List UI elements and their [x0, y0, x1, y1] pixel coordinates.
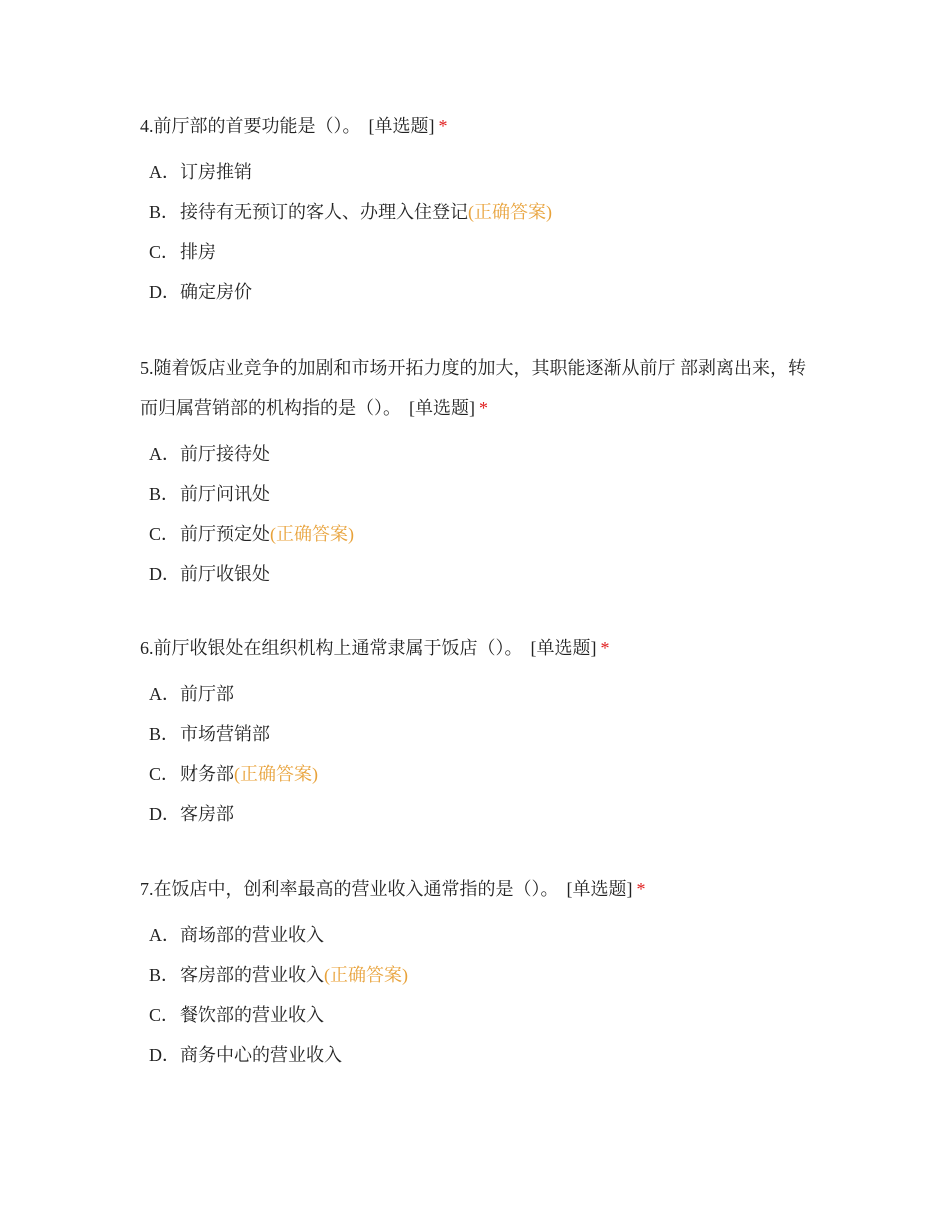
option-letter: A． [149, 162, 180, 182]
question-number: 7. [140, 879, 154, 899]
question-title [140, 348, 820, 428]
option-letter: A． [149, 684, 180, 704]
option-letter: B． [149, 965, 180, 985]
required-star: * [479, 398, 488, 418]
option-letter: A． [149, 925, 180, 945]
question-text: 前厅收银处在组织机构上通常隶属于饭店（）。 [153, 638, 523, 658]
question-number: 4. [140, 116, 154, 136]
correct-answer-mark: (正确答案) [324, 965, 408, 985]
option-text: 前厅问讯处 [180, 484, 270, 504]
option-b[interactable] [140, 474, 820, 514]
question-4 [140, 106, 820, 312]
option-letter: C． [149, 242, 180, 262]
option-d[interactable] [140, 794, 820, 834]
option-text: 财务部 [180, 764, 234, 784]
option-a[interactable] [140, 434, 820, 474]
question-type: [单选题] [566, 879, 633, 899]
option-text: 商务中心的营业收入 [180, 1045, 342, 1065]
option-d[interactable] [140, 272, 820, 312]
option-a[interactable] [140, 152, 820, 192]
option-letter: B． [149, 724, 180, 744]
question-number: 6. [140, 638, 154, 658]
question-number: 5. [140, 358, 154, 378]
option-text: 前厅部 [180, 684, 234, 704]
option-text: 确定房价 [180, 282, 252, 302]
required-star: * [600, 638, 610, 658]
question-text: 在饭店中，创利率最高的营业收入通常指的是（）。 [153, 879, 559, 899]
correct-answer-mark: (正确答案) [468, 202, 552, 222]
option-text: 前厅收银处 [180, 564, 270, 584]
option-text: 前厅接待处 [180, 444, 270, 464]
option-text: 排房 [180, 242, 216, 262]
question-5 [140, 348, 820, 594]
option-c[interactable] [140, 232, 820, 272]
option-text: 市场营销部 [180, 724, 270, 744]
option-b[interactable] [140, 714, 820, 754]
required-star: * [636, 879, 646, 899]
option-a[interactable] [140, 674, 820, 714]
option-letter: B． [149, 202, 180, 222]
required-star: * [438, 116, 448, 136]
option-letter: C． [149, 524, 180, 544]
option-c[interactable] [140, 754, 820, 794]
question-text: 前厅部的首要功能是（）。 [153, 116, 361, 136]
option-b[interactable] [140, 192, 820, 232]
option-b[interactable] [140, 955, 820, 995]
question-type: [单选题] [409, 398, 475, 418]
option-c[interactable] [140, 514, 820, 554]
option-text: 客房部 [180, 804, 234, 824]
option-letter: A． [149, 444, 180, 464]
option-list [140, 152, 820, 312]
option-letter: D． [149, 804, 180, 824]
question-type: [单选题] [530, 638, 597, 658]
option-d[interactable] [140, 1035, 820, 1075]
option-text: 前厅预定处 [180, 524, 270, 544]
option-letter: D． [149, 564, 180, 584]
question-text: 随着饭店业竞争的加剧和市场开拓力度的加大，其职能逐渐从前厅 部剥离出来，转而归属营销部的机构指的是（）。 [140, 358, 806, 418]
option-list [140, 434, 820, 594]
correct-answer-mark: (正确答案) [234, 764, 318, 784]
option-list [140, 915, 820, 1075]
option-letter: C． [149, 764, 180, 784]
option-c[interactable] [140, 995, 820, 1035]
option-text: 商场部的营业收入 [180, 925, 324, 945]
correct-answer-mark: (正确答案) [270, 524, 354, 544]
option-letter: D． [149, 282, 180, 302]
option-list [140, 674, 820, 834]
question-title [140, 869, 820, 909]
option-d[interactable] [140, 554, 820, 594]
option-a[interactable] [140, 915, 820, 955]
question-title [140, 628, 820, 668]
option-text: 餐饮部的营业收入 [180, 1005, 324, 1025]
question-6 [140, 628, 820, 834]
question-7 [140, 869, 820, 1075]
question-title [140, 106, 820, 146]
option-text: 客房部的营业收入 [180, 965, 324, 985]
option-text: 订房推销 [180, 162, 252, 182]
option-letter: B． [149, 484, 180, 504]
option-text: 接待有无预订的客人、办理入住登记 [180, 202, 468, 222]
option-letter: D． [149, 1045, 180, 1065]
question-type: [单选题] [368, 116, 435, 136]
option-letter: C． [149, 1005, 180, 1025]
